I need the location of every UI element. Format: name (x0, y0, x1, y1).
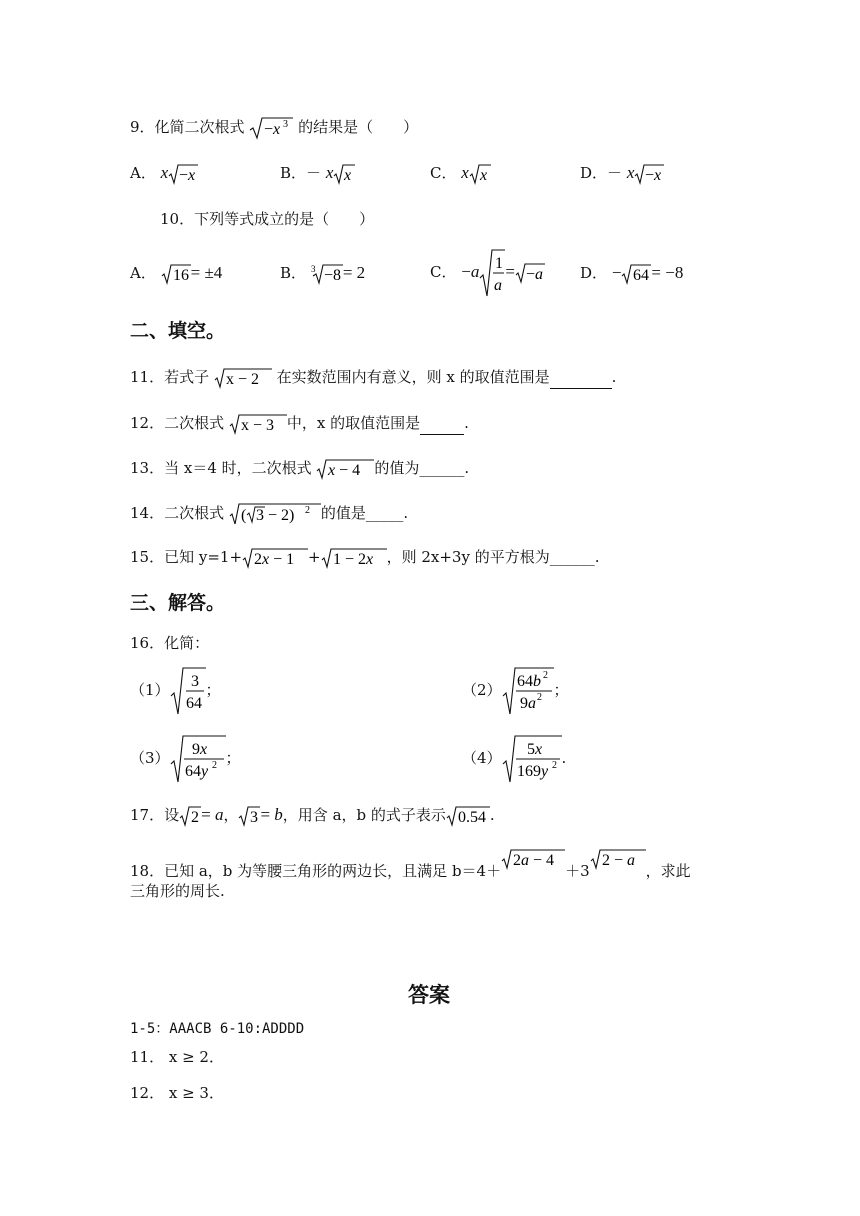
svg-text:2: 2 (191, 809, 200, 826)
radical-neg-a (515, 262, 545, 284)
svg-text:5x: 5x (526, 741, 542, 758)
svg-text:−x: −x (645, 167, 662, 184)
svg-text:2: 2 (536, 692, 542, 703)
q9-option-a: A． x −x (130, 162, 198, 185)
svg-text:2: 2 (542, 670, 548, 681)
svg-text:2x − 1: 2x − 1 (254, 551, 295, 568)
svg-text:−x: −x (179, 167, 196, 184)
svg-text:2: 2 (551, 760, 557, 771)
question-14: 14．二次根式 ( 3 − 2) 2 的值是_____. (130, 504, 409, 524)
question-18: 18．已知 a，b 为等腰三角形的两边长，且满足 b＝4＋ 2a − 4 ＋3 2 − a ，求此 (130, 848, 691, 882)
svg-text:3: 3 (250, 809, 259, 826)
answers-1-10: 1-5：AAACB 6-10:ADDDD (130, 1021, 305, 1037)
radical-2-minus-a (590, 848, 646, 870)
svg-text:64: 64 (633, 267, 650, 284)
svg-text:3: 3 (190, 673, 199, 690)
radical-x (469, 163, 491, 185)
answer-12: 12． x ≥ 3． (130, 1084, 224, 1102)
radical-x (333, 163, 355, 185)
svg-text:64: 64 (185, 695, 202, 712)
svg-text:2: 2 (304, 505, 310, 516)
question-18-line-2: 三角形的周长. (130, 882, 225, 900)
svg-text:9x: 9x (191, 741, 207, 758)
svg-text:3: 3 (310, 264, 316, 274)
radical-root3-minus-2-squared (229, 502, 321, 526)
radical-neg-x (168, 163, 198, 185)
radical-9x-over-64y2 (170, 734, 226, 784)
svg-text:2a − 4: 2a − 4 (513, 852, 555, 869)
q16-part-1: （1） 3 64 ； (130, 666, 221, 716)
radical-16 (161, 263, 191, 285)
radical-2a-minus-4 (501, 848, 565, 870)
svg-text:x: x (344, 167, 352, 184)
q16-part-2: （2） 64b 2 9a 2 ； (462, 666, 569, 716)
svg-text:(: ( (240, 507, 247, 524)
q9-option-b: B．－ x x (280, 162, 355, 185)
question-9 (130, 116, 418, 140)
radical-64b2-over-9a2 (502, 666, 554, 716)
answers-title: 答案 (408, 983, 450, 1007)
svg-text:1: 1 (495, 255, 504, 272)
question-12: 12．二次根式 x − 3 中，x 的取值范围是 . (130, 414, 469, 434)
radical-2x-minus-1 (242, 547, 308, 569)
question-11: 11．若式子 x − 2 在实数范围内有意义，则 x 的取值范围是 . (130, 368, 617, 388)
svg-text:3: 3 (283, 119, 289, 130)
question-10: 10．下列等式成立的是（ ） (160, 210, 375, 228)
q10-option-a: A． 16 = ±4 (130, 263, 223, 284)
svg-text:16: 16 (172, 267, 189, 284)
radical-2 (179, 805, 201, 827)
svg-text:2: 2 (211, 760, 217, 771)
radical-64 (621, 263, 651, 285)
svg-text:−a: −a (525, 266, 543, 283)
svg-text:169y: 169y (516, 763, 548, 780)
svg-text:3 − 2): 3 − 2) (255, 507, 295, 524)
svg-text:x − 3: x − 3 (240, 417, 274, 434)
q9-stem-tail: 的结果是（ ） (298, 118, 419, 136)
radical-3 (238, 805, 260, 827)
q9-stem: 9．化简二次根式 (130, 118, 245, 136)
radical-neg-x-cubed (249, 116, 293, 140)
svg-text:x: x (479, 167, 487, 184)
q10-option-c: C． −a 1 a = −a (430, 248, 545, 298)
q16-part-4: （4） 5x 169y 2 . (462, 734, 566, 784)
answer-11: 11． x ≥ 2． (130, 1048, 224, 1066)
question-13: 13．当 x＝4 时，二次根式 x − 4 的值为______. (130, 459, 470, 479)
radical-3-over-64 (170, 666, 206, 716)
svg-text:1 − 2x: 1 − 2x (332, 551, 373, 568)
radical-1-minus-2x (321, 547, 387, 569)
svg-text:9a: 9a (519, 695, 536, 712)
svg-text:x − 4: x − 4 (328, 462, 361, 479)
q9-option-c: C． x x (430, 162, 491, 185)
radical-5x-over-169y2 (502, 734, 562, 784)
svg-text:64b: 64b (516, 673, 541, 690)
radical-x-minus-4 (316, 458, 374, 480)
q9-option-d: D．－ x −x (580, 162, 664, 185)
svg-text:2 − a: 2 − a (601, 852, 635, 869)
radical-neg-x (634, 163, 664, 185)
q16-part-3: （3） 9x 64y 2 ； (130, 734, 241, 784)
answer-blank-12[interactable] (420, 412, 464, 435)
radical-0-54 (446, 805, 490, 827)
section-heading-solve: 三、解答。 (130, 592, 226, 614)
q10-option-b: B． 3 −8 = 2 (280, 263, 366, 284)
svg-text:−x: −x (264, 121, 281, 138)
svg-text:x − 2: x − 2 (225, 371, 259, 388)
radical-x-minus-3 (229, 413, 287, 435)
svg-text:−8: −8 (323, 267, 341, 284)
svg-text:0.54: 0.54 (457, 809, 486, 826)
cube-root-neg-8 (311, 263, 343, 285)
question-16: 16．化简： (130, 634, 210, 652)
radical-x-minus-2 (214, 367, 272, 389)
question-15: 15．已知 y=1+ 2x − 1 + 1 − 2x ，则 2x+3y 的平方根为______. (130, 548, 600, 568)
svg-text:a: a (494, 277, 503, 294)
svg-text:64y: 64y (184, 763, 208, 780)
radical-one-over-a (479, 248, 505, 298)
q10-option-d: D． − 64 = −8 (580, 263, 684, 284)
question-17: 17．设 2 = a， 3 = b，用含 a，b 的式子表示 0.54 . (130, 805, 495, 826)
section-heading-fill-in: 二、填空。 (130, 320, 226, 342)
answer-blank-11[interactable] (550, 366, 612, 389)
